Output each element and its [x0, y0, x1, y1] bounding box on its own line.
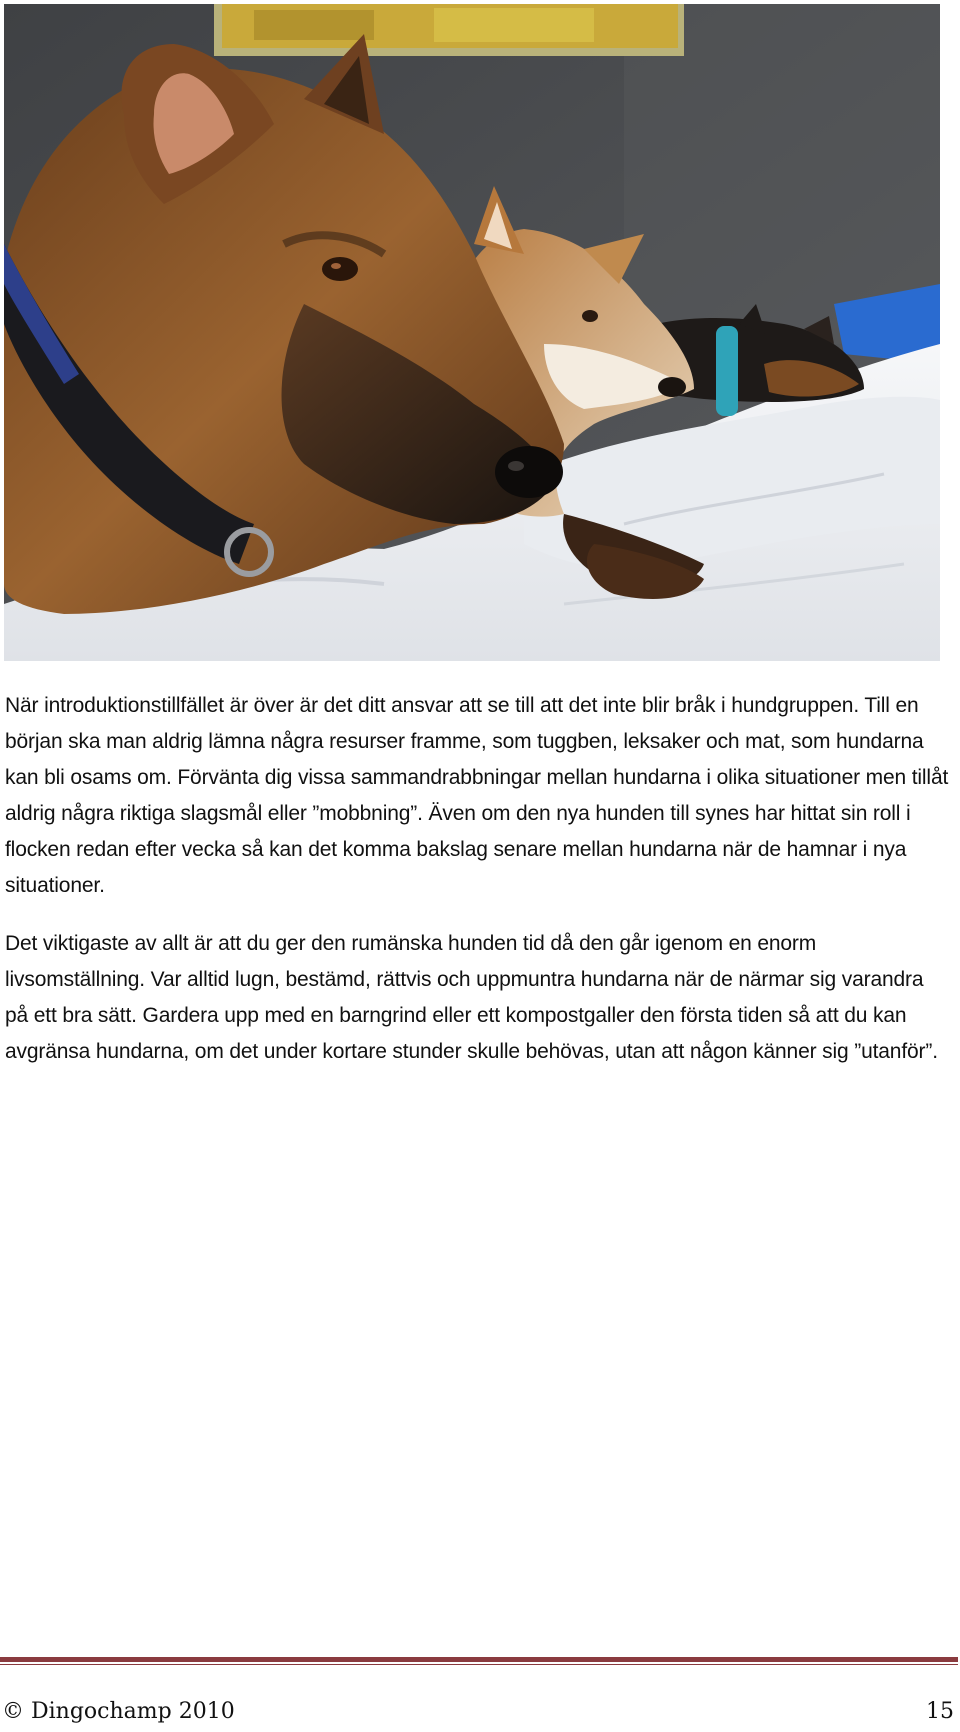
page-footer: [2, 1696, 954, 1728]
dogs-photo: [4, 4, 940, 661]
footer-divider: [0, 1657, 958, 1666]
copyright-notice: © Dingochamp 2010: [2, 1699, 235, 1724]
page-number: 15: [926, 1699, 954, 1724]
paragraph: Det viktigaste av allt är att du ger den rumänska hunden tid då den går igenom en enorm livsomställning. Var alltid lugn, bestämd, rättvis och uppmuntra hundarna när de närmar sig varandra på ett bra sätt. Gardera upp med en barngrind eller ett kompostgaller den första tiden så att du kan avgränsa hundarna, om det under kortare stunder skulle behövas, utan att någon känner sig ”utanför”.: [5, 932, 938, 1063]
paragraph: När introduktionstillfället är över är det ditt ansvar att se till att det inte blir bråk i hundgruppen. Till en början ska man aldrig lämna några resurser framme, som tuggben, leksaker och mat, som hundarna kan bli osams om. Förvänta dig vissa sammandrabbningar mellan hundarna i olika situationer men tillåt aldrig några riktiga slagsmål eller ”mobbning”. Även om den nya hunden till synes har hittat sin roll i flocken redan efter vecka så kan det komma bakslag senare mellan hundarna när de hamnar i nya situationer.: [5, 694, 949, 897]
article-body: [5, 688, 950, 1092]
